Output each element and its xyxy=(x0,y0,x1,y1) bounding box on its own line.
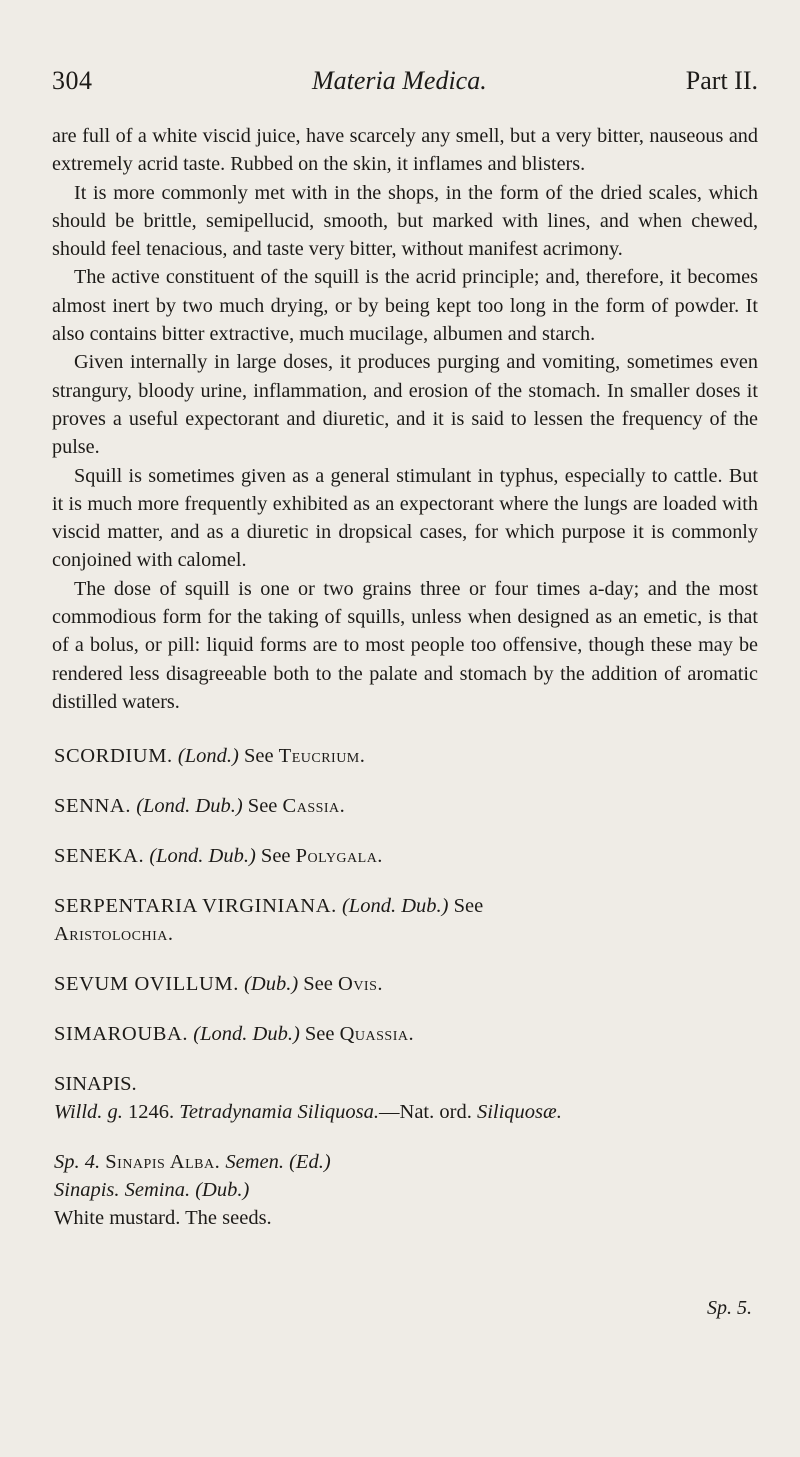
sinapis-class: Tetradynamia Siliquosa. xyxy=(179,1101,380,1124)
sinapis-willd: Willd. g. xyxy=(54,1101,123,1124)
entry-reference: Teucrium. xyxy=(278,745,366,768)
body-text xyxy=(52,122,758,716)
entry-see: See xyxy=(453,895,484,918)
running-header xyxy=(52,66,758,122)
entry-sources: (Dub.) xyxy=(244,973,299,996)
entry-headword: SENEKA. xyxy=(54,845,145,868)
entry-simarouba xyxy=(54,1020,758,1048)
entry-reference: Aristolochia. xyxy=(54,923,174,946)
entry-headword: SEVUM OVILLUM. xyxy=(54,973,239,996)
paragraph: The active constituent of the squill is the acrid principle; and, therefore, it becomes almost inert by two much drying, or by being kept too long in the form of powder. It also contains bitter extractive, much mucilage, albumen and starch. xyxy=(52,266,758,346)
entry-reference: Quassia. xyxy=(339,1023,415,1046)
entry-headword: SERPENTARIA VIRGINIANA. xyxy=(54,895,337,918)
entry-see: See xyxy=(304,1023,335,1046)
species-source-dub: (Dub.) xyxy=(195,1179,250,1202)
sinapis-order: Siliquosæ. xyxy=(476,1101,562,1124)
page-number: 304 xyxy=(52,66,93,95)
entry-see: See xyxy=(260,845,291,868)
entry-see: See xyxy=(243,745,274,768)
paragraph: The dose of squill is one or two grains three or four times a-day; and the most commodious form for the taking of squills, unless when designed as an emetic, is that of a bolus, or pill: liquid forms are to most people too offensive, though these may be rendered less disagreeable both to the palate and stomach by the addition of aromatic distilled waters. xyxy=(52,577,758,713)
sinapis-headword: SINAPIS. xyxy=(54,1073,137,1096)
species-number: Sp. 4. xyxy=(54,1151,101,1174)
species-block xyxy=(54,1148,758,1232)
species-latin-name: Sinapis. xyxy=(54,1179,120,1202)
entry-reference: Polygala. xyxy=(295,845,383,868)
entry-scordium xyxy=(54,742,758,770)
species-english-name: White mustard. xyxy=(54,1207,181,1230)
entry-reference: Cassia. xyxy=(282,795,346,818)
entry-sources: (Lond. Dub.) xyxy=(136,795,243,818)
catchword: Sp. 5. xyxy=(707,1297,752,1319)
species-part-plural: Semina. xyxy=(124,1179,191,1202)
entry-see: See xyxy=(247,795,278,818)
entry-seneka xyxy=(54,842,758,870)
entry-sevum xyxy=(54,970,758,998)
species-part-english: The seeds. xyxy=(185,1207,272,1230)
paragraph: It is more commonly met with in the shops, in the form of the dried scales, which should be brittle, semipellucid, smooth, but marked with lines, and when chewed, should feel tenacious, and taste very bitter, without manifest acrimony. xyxy=(52,181,758,261)
entry-headword: SCORDIUM. xyxy=(54,745,173,768)
entry-sources: (Lond. Dub.) xyxy=(149,845,256,868)
entry-see: See xyxy=(303,973,333,996)
cross-reference-list xyxy=(52,742,758,1232)
paragraph: Squill is sometimes given as a general stimulant in typhus, especially to cattle. But it is much more frequently exhibited as an expectorant where the lungs are loaded with viscid matter, and as a diuretic in dropsical cases, for which purpose it is commonly conjoined with calomel. xyxy=(52,464,758,572)
sinapis-nat-ord: —Nat. ord. xyxy=(379,1101,472,1124)
sinapis-genus-number: 1246. xyxy=(128,1101,175,1124)
paragraph: Given internally in large doses, it produces purging and vomiting, sometimes even strangury, bloody urine, inflammation, and erosion of the stomach. In smaller doses it proves a useful expectorant and diuretic, and it is said to lessen the frequency of the pulse. xyxy=(52,351,758,459)
part-label: Part II. xyxy=(685,66,758,95)
paragraph: are full of a white viscid juice, have scarcely any smell, but a very bitter, nauseous and extremely acrid taste. Rubbed on the skin, it inflames and blisters. xyxy=(52,125,758,176)
entry-sinapis xyxy=(54,1070,758,1126)
entry-reference: Ovis. xyxy=(338,973,384,996)
entry-sources: (Lond. Dub.) xyxy=(193,1023,300,1046)
entry-sources: (Lond.) xyxy=(177,745,239,768)
entry-serpentaria xyxy=(54,892,758,948)
entry-senna xyxy=(54,792,758,820)
running-title: Materia Medica. xyxy=(312,66,487,95)
species-part: Semen. xyxy=(225,1151,284,1174)
entry-headword: SIMAROUBA. xyxy=(54,1023,189,1046)
species-name: Sinapis Alba. xyxy=(105,1151,221,1174)
entry-headword: SENNA. xyxy=(54,795,132,818)
species-source: (Ed.) xyxy=(289,1151,331,1174)
entry-sources: (Lond. Dub.) xyxy=(341,895,449,918)
